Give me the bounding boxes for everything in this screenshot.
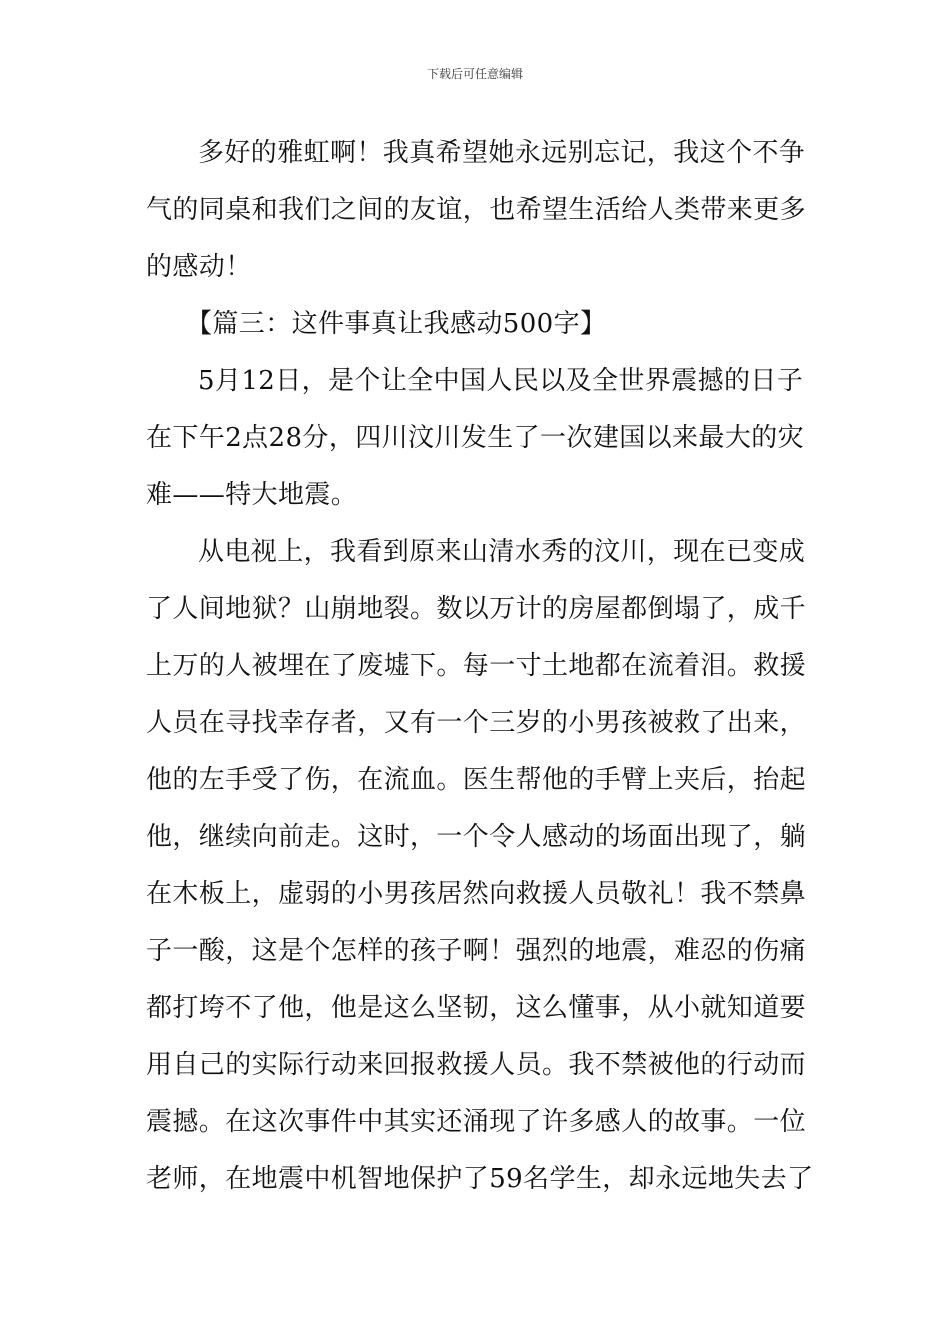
paragraph-3 (146, 524, 814, 1208)
text-line: 上万的人被埋在了废墟下。每一寸土地都在流着泪。救援 (146, 651, 807, 681)
page-header: 下载后可任意编辑 (426, 67, 523, 81)
paragraph-1 (146, 125, 808, 296)
paragraph-2 (146, 353, 808, 524)
text-line: 难——特大地震。 (146, 480, 358, 510)
text-line: 子一酸，这是个怎样的孩子啊！强烈的地震，难忍的伤痛 (146, 936, 807, 966)
text-line: 气的同桌和我们之间的友谊，也希望生活给人类带来更多 (146, 195, 807, 225)
text-line: 了人间地狱？山崩地裂。数以万计的房屋都倒塌了，成千 (146, 594, 807, 624)
text-line: 用自己的实际行动来回报救援人员。我不禁被他的行动而 (146, 1050, 807, 1080)
text-line: 的感动！ (146, 252, 252, 282)
text-line: 他，继续向前走。这时，一个令人感动的场面出现了，躺 (146, 822, 807, 852)
text-line: 在木板上，虚弱的小男孩居然向救援人员敬礼！我不禁鼻 (146, 879, 807, 909)
text-line: 老师，在地震中机智地保护了59名学生，却永远地失去了 (146, 1164, 814, 1194)
text-line: 震撼。在这次事件中其实还涌现了许多感人的故事。一位 (146, 1107, 807, 1137)
text-line: 都打垮不了他，他是这么坚韧，这么懂事，从小就知道要 (146, 993, 807, 1023)
text-line: 他的左手受了伤，在流血。医生帮他的手臂上夹后，抬起 (146, 765, 807, 795)
text-line: 在下午2点28分，四川汶川发生了一次建国以来最大的灾 (146, 423, 805, 453)
document-body (146, 125, 814, 1208)
text-line: 多好的雅虹啊！我真希望她永远别忘记，我这个不争 (198, 138, 806, 168)
section-heading: 【篇三：这件事真让我感动500字】 (186, 309, 607, 339)
text-line: 5月12日，是个让全中国人民以及全世界震撼的日子 (198, 366, 804, 396)
text-line: 人员在寻找幸存者，又有一个三岁的小男孩被救了出来， (146, 708, 807, 738)
text-line: 从电视上，我看到原来山清水秀的汶川，现在已变成 (198, 537, 806, 567)
